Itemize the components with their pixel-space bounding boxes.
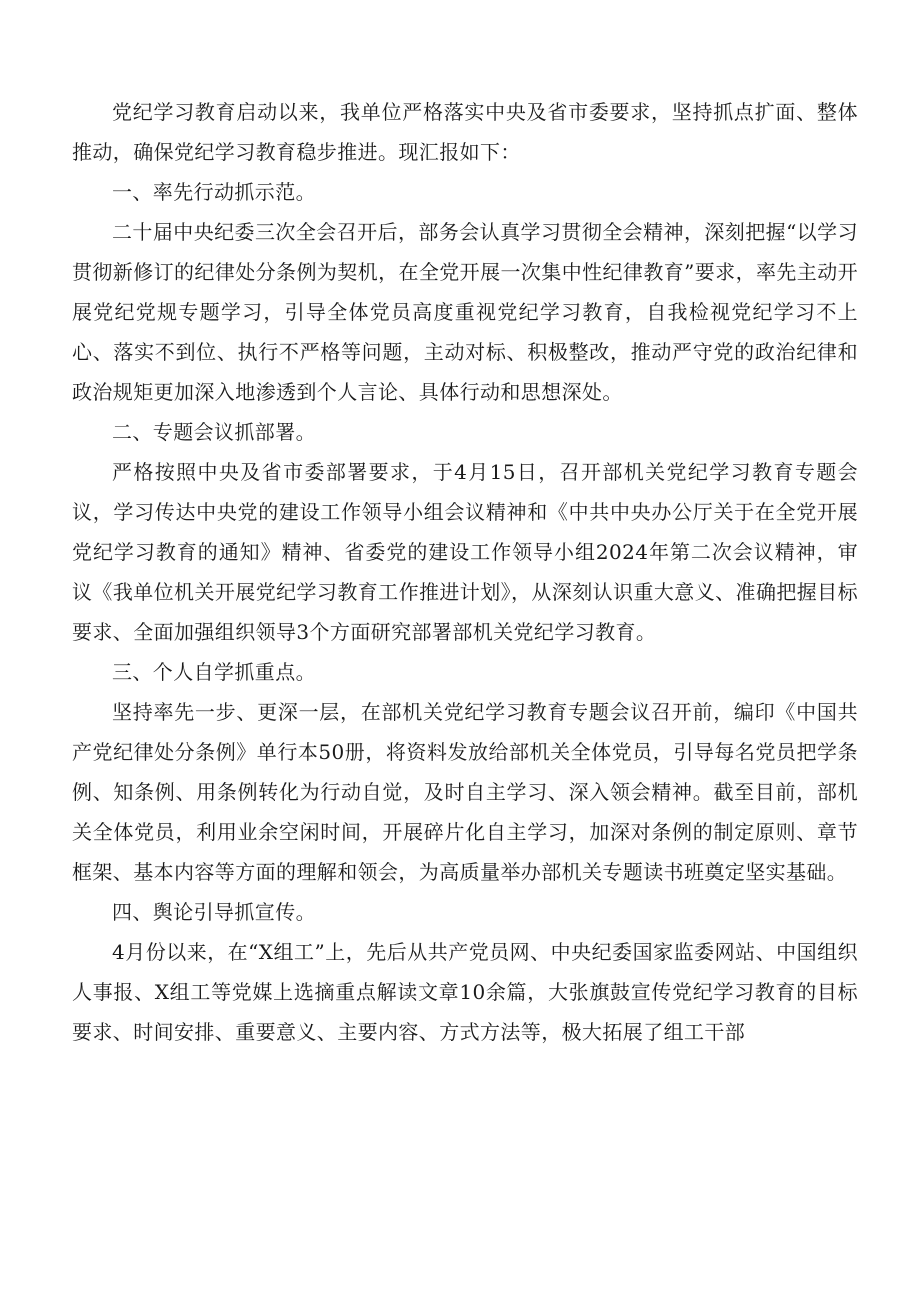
section-4-body: 4月份以来，在“X组工”上，先后从共产党员网、中央纪委国家监委网站、中国组织人事报、X组工等党媒上选摘重点解读文章10余篇，大张旗鼓宣传党纪学习教育的目标要求、时间安排、重要意义、主要内容、方式方法等，极大拓展了组工干部 [72, 940, 858, 1044]
section-3-body: 坚持率先一步、更深一层，在部机关党纪学习教育专题会议召开前，编印《中国共产党纪律处分条例》单行本50册，将资料发放给部机关全体党员，引导每名党员把学条例、知条例、用条例转化为行动自觉，及时自主学习、深入领会精神。截至目前，部机关全体党员，利用业余空闲时间，开展碎片化自主学习，加深对条例的制定原则、章节框架、基本内容等方面的理解和领会，为高质量举办部机关专题读书班奠定坚实基础。 [72, 700, 858, 884]
section-4-heading: 四、舆论引导抓宣传。 [112, 900, 316, 924]
intro-paragraph: 党纪学习教育启动以来，我单位严格落实中央及省市委要求，坚持抓点扩面、整体推动，确保党纪学习教育稳步推进。现汇报如下： [72, 100, 858, 164]
section-1-heading: 一、率先行动抓示范。 [112, 180, 316, 204]
section-3-heading: 三、个人自学抓重点。 [112, 660, 316, 684]
section-1-body: 二十届中央纪委三次全会召开后，部务会认真学习贯彻全会精神，深刻把握“以学习贯彻新修订的纪律处分条例为契机，在全党开展一次集中性纪律教育”要求，率先主动开展党纪党规专题学习，引导全体党员高度重视党纪学习教育，自我检视党纪学习不上心、落实不到位、执行不严格等问题，主动对标、积极整改，推动严守党的政治纪律和政治规矩更加深入地渗透到个人言论、具体行动和思想深处。 [72, 220, 858, 404]
section-2-heading: 二、专题会议抓部署。 [112, 420, 316, 444]
section-2-body: 严格按照中央及省市委部署要求，于4月15日，召开部机关党纪学习教育专题会议，学习传达中央党的建设工作领导小组会议精神和《中共中央办公厅关于在全党开展党纪学习教育的通知》精神、省委党的建设工作领导小组2024年第二次会议精神，审议《我单位机关开展党纪学习教育工作推进计划》，从深刻认识重大意义、准确把握目标要求、全面加强组织领导3个方面研究部署部机关党纪学习教育。 [72, 460, 858, 644]
